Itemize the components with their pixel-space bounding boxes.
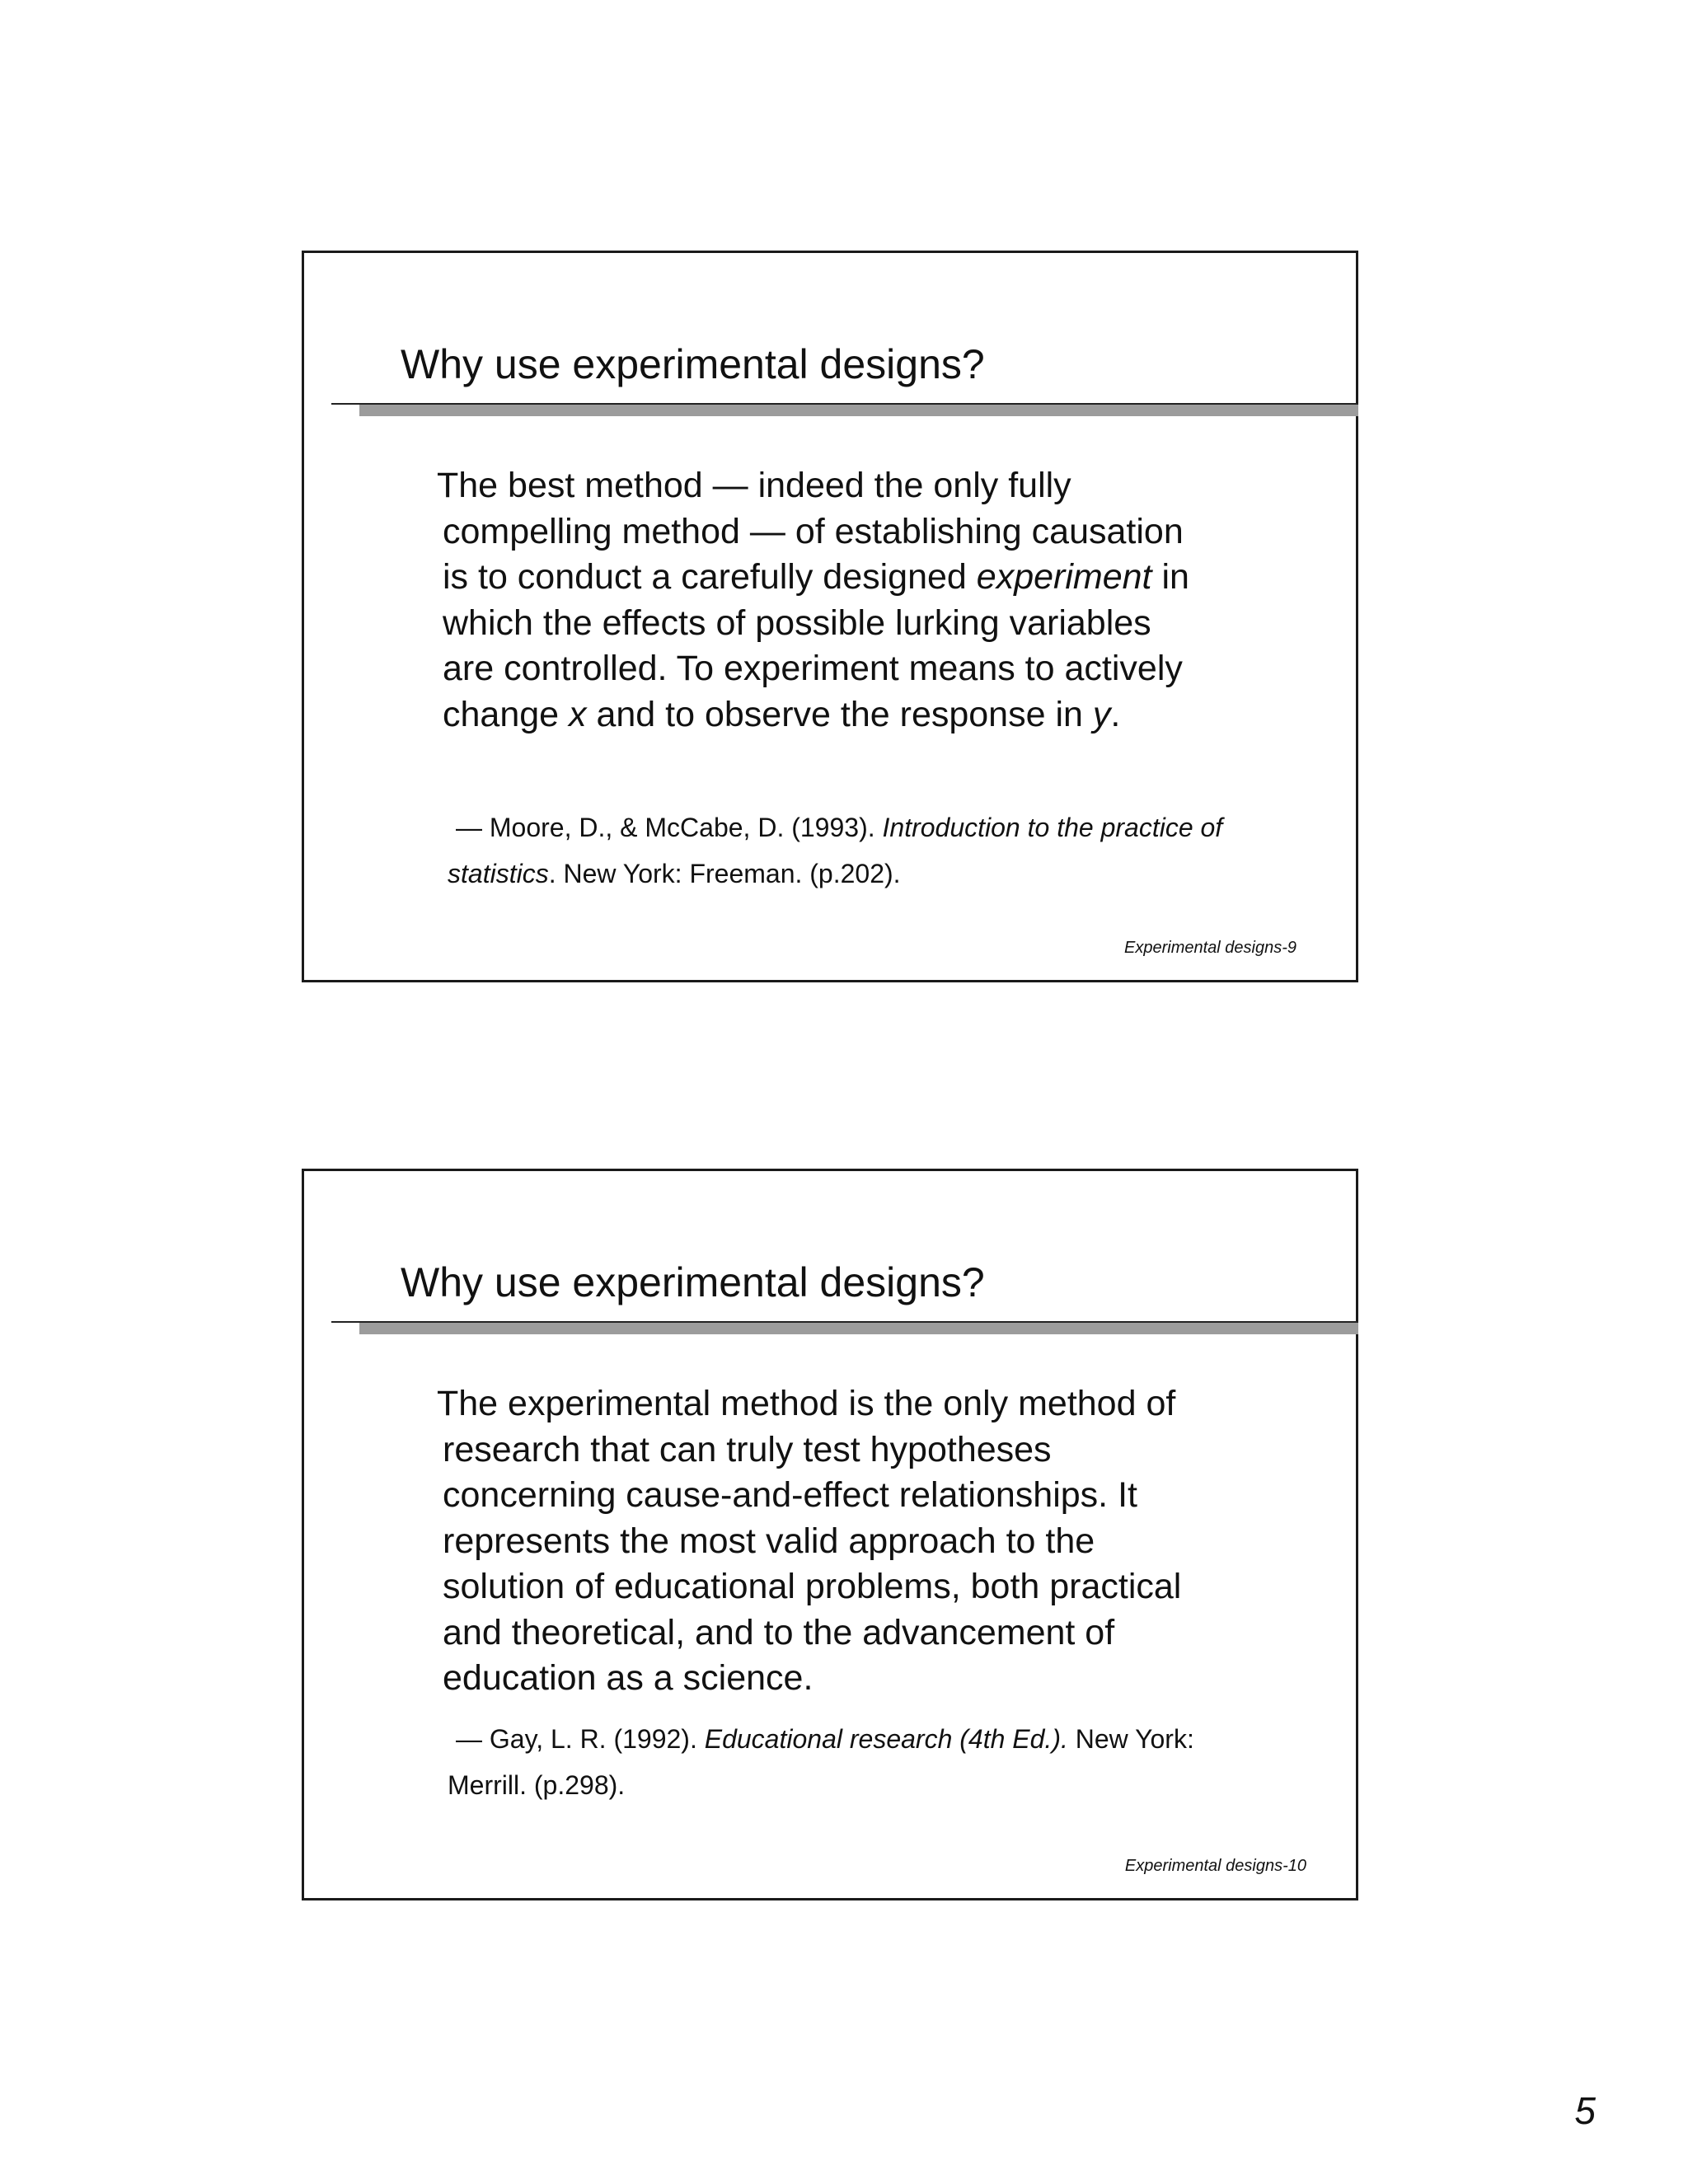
- book-title: Introduction to the practice of: [882, 813, 1223, 842]
- variable-x: x: [569, 694, 587, 734]
- quote-line: education as a science.: [443, 1658, 814, 1698]
- book-title: Educational research (4th Ed.).: [704, 1724, 1068, 1754]
- quote-line: compelling method — of establishing causation: [443, 511, 1184, 551]
- slide-10: [302, 1169, 1358, 1900]
- quote-line: are controlled. To experiment means to actively: [443, 649, 1183, 688]
- citation: [448, 804, 1305, 897]
- page-number: 5: [1574, 2089, 1596, 2132]
- slide-title: Why use experimental designs?: [401, 341, 985, 387]
- quote-line: is to conduct a carefully designed experiment in: [443, 557, 1189, 597]
- quote-line: The best method — indeed the only fully: [437, 466, 1071, 505]
- quote-line: change x and to observe the response in y.: [443, 694, 1121, 734]
- quote-line: represents the most valid approach to the: [443, 1521, 1095, 1561]
- title-underline-bar: [359, 1323, 1358, 1334]
- citation-line: statistics. New York: Freeman. (p.202).: [448, 859, 901, 888]
- emphasis: experiment: [976, 557, 1152, 597]
- quote-line: The experimental method is the only method of: [437, 1384, 1176, 1423]
- quote-text: [437, 463, 1283, 738]
- slide-footer: Experimental designs-10: [1124, 1857, 1306, 1875]
- citation-line: — Moore, D., & McCabe, D. (1993). Introduction to the practice of: [456, 813, 1223, 842]
- slide-footer: Experimental designs-9: [1124, 939, 1296, 957]
- quote-line: concerning cause-and-effect relationships. It: [443, 1475, 1137, 1515]
- quote-line: which the effects of possible lurking variables: [443, 602, 1151, 643]
- book-title: statistics: [448, 859, 549, 888]
- citation: [448, 1716, 1305, 1808]
- citation-line: Merrill. (p.298).: [448, 1770, 626, 1800]
- citation-line: — Gay, L. R. (1992). Educational research (4th Ed.). New York:: [456, 1724, 1194, 1754]
- quote-text: [437, 1381, 1283, 1702]
- title-underline-bar: [359, 405, 1358, 416]
- quote-line: research that can truly test hypotheses: [443, 1429, 1052, 1469]
- slide-9: [302, 251, 1358, 982]
- variable-y: y: [1092, 694, 1111, 734]
- quote-line: and theoretical, and to the advancement of: [443, 1612, 1115, 1652]
- slide-title: Why use experimental designs?: [401, 1259, 985, 1305]
- quote-line: solution of educational problems, both practical: [443, 1567, 1182, 1606]
